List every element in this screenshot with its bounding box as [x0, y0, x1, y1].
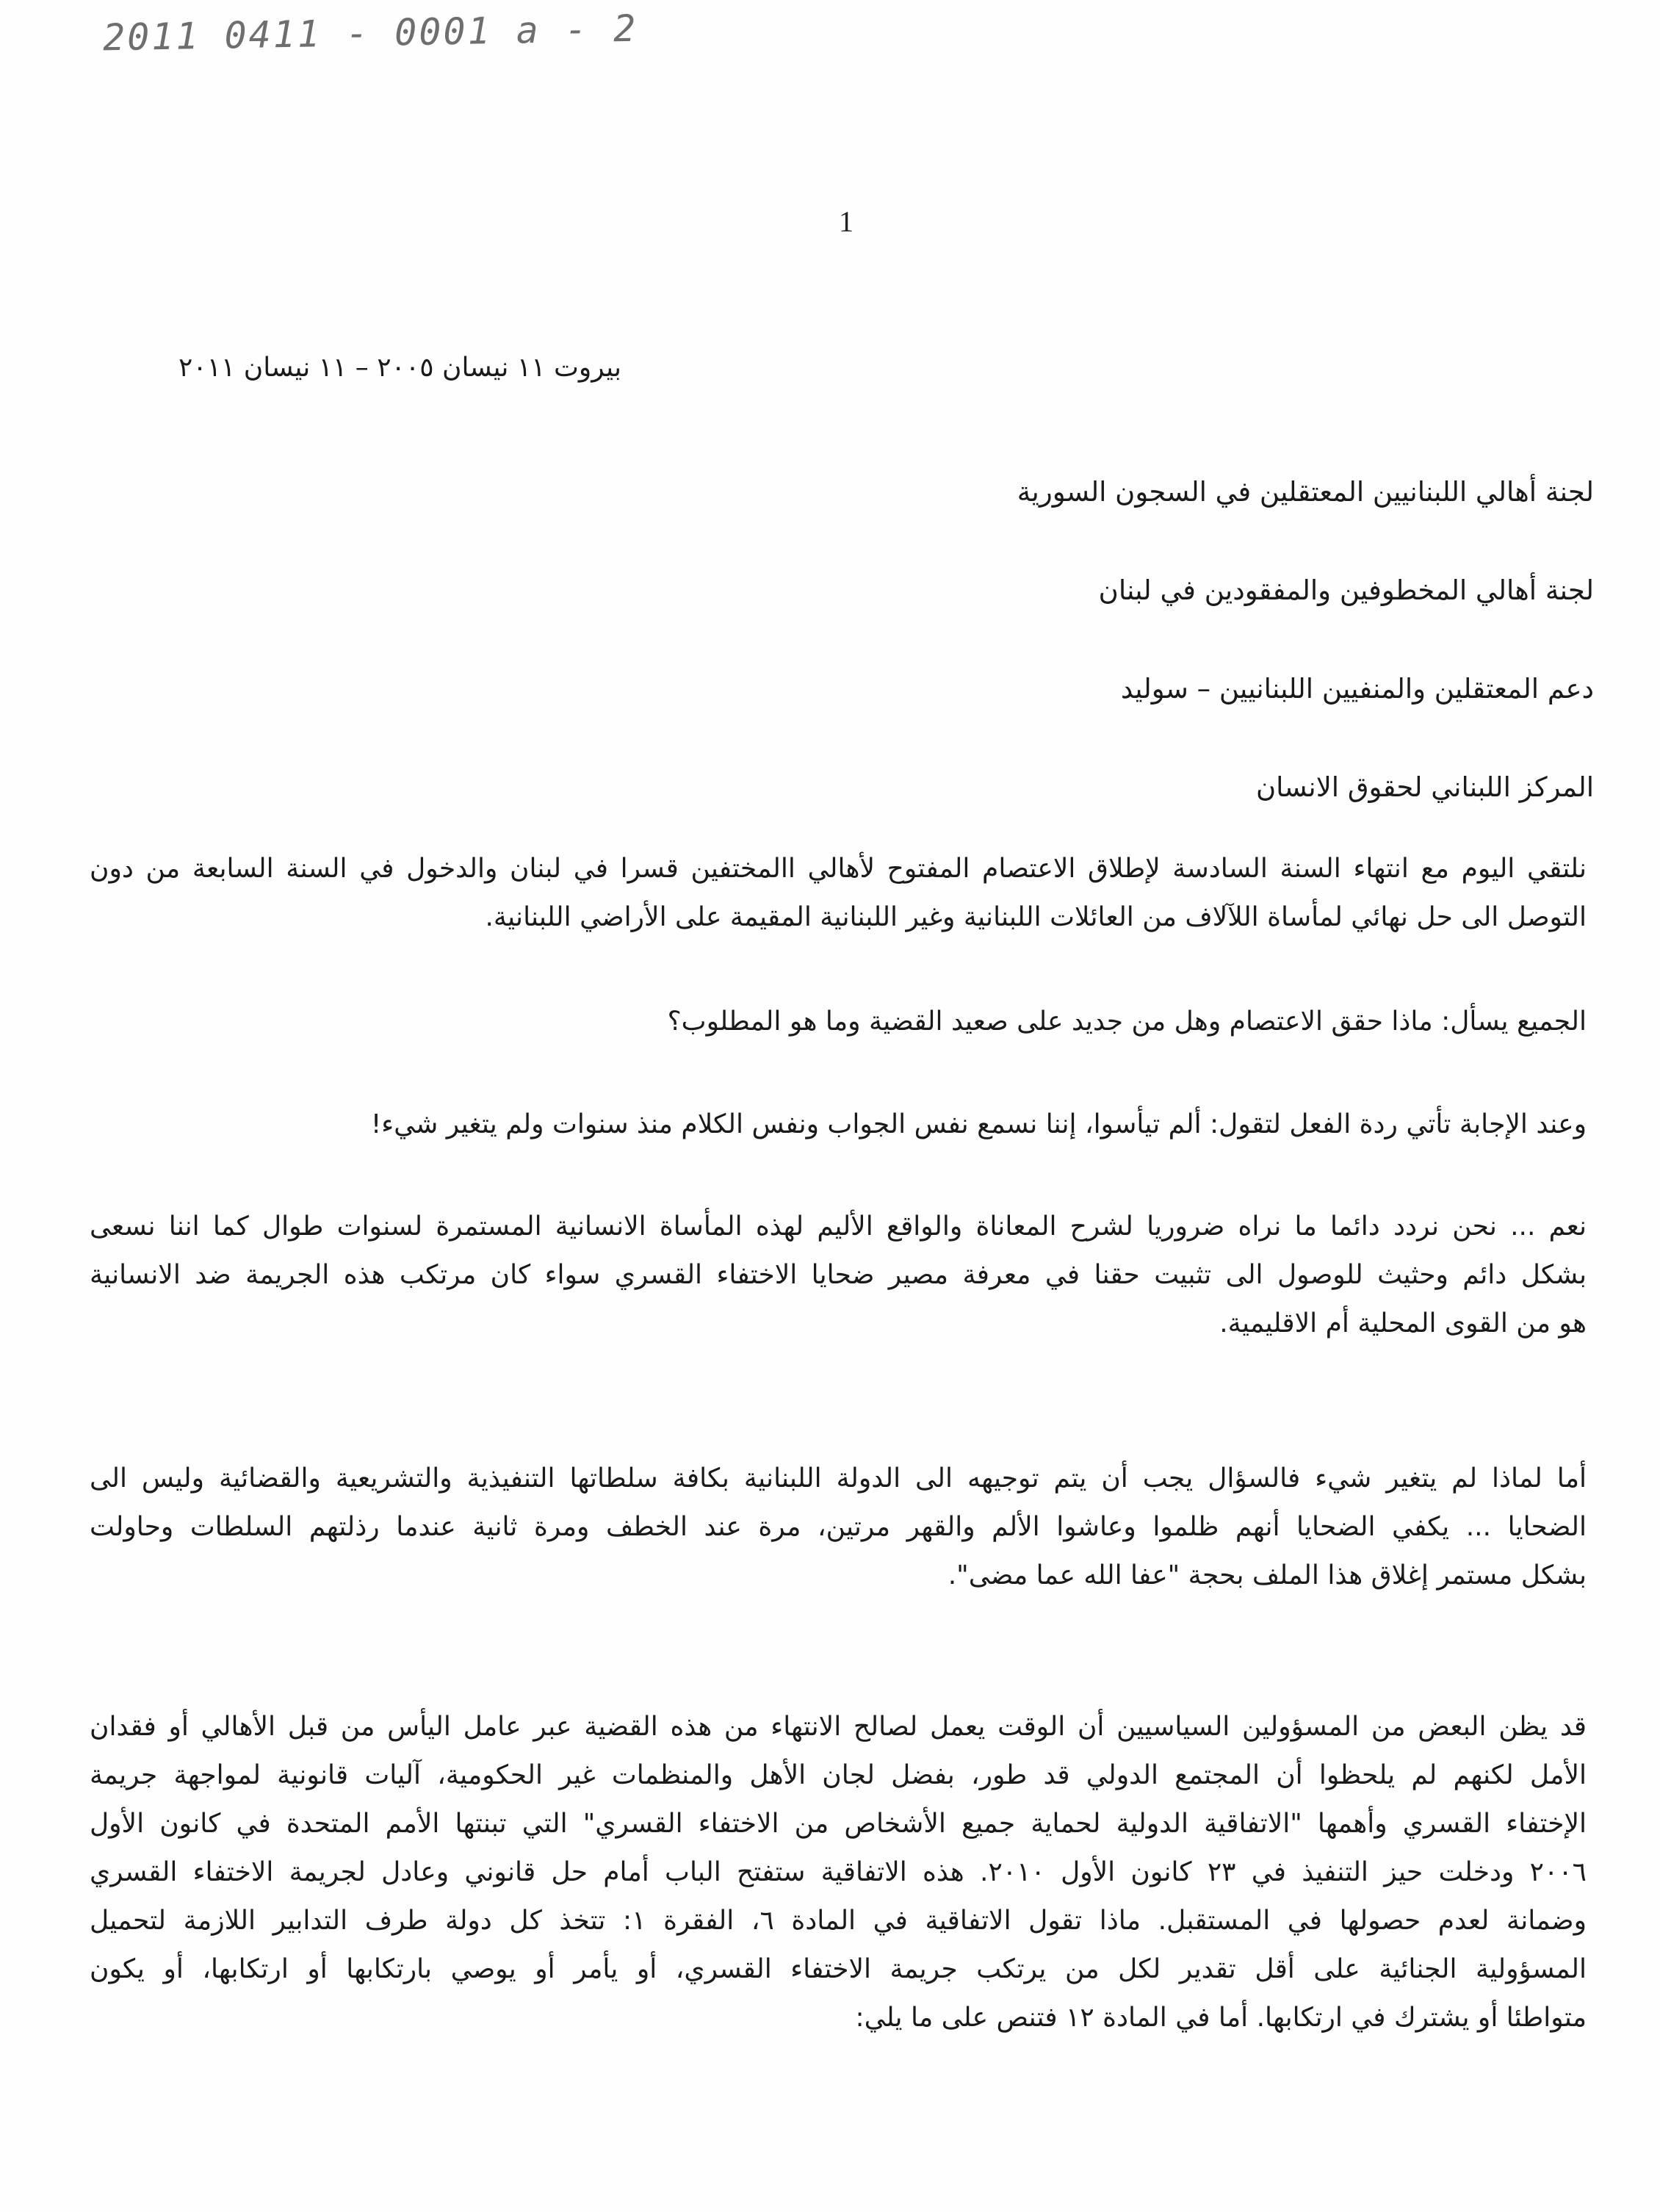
- paragraph-line: نعم ... نحن نردد دائما ما نراه ضروريا لشرح المعاناة والواقع الأليم لهذه المأساة الانسانية المستمرة لسنوات طوال كما اننا نسعى: [90, 1211, 1587, 1242]
- date-line: بيروت ١١ نيسان ٢٠٠٥ – ١١ نيسان ٢٠١١: [178, 353, 621, 383]
- paragraph-line: هو من القوى المحلية أم الاقليمية.: [1219, 1308, 1587, 1339]
- paragraph-line: ٢٠٠٦ ودخلت حيز التنفيذ في ٢٣ كانون الأول ٢٠١٠. هذه الاتفاقية ستفتح الباب أمام حل قانوني وعادل لجريمة الاختفاء القسري: [90, 1857, 1587, 1887]
- paragraph-line: الإختفاء القسري وأهمها "الاتفاقية الدولية لحماية جميع الأشخاص من الاختفاء القسري" التي تبنتها الأمم المتحدة في كانون الأول: [90, 1809, 1587, 1839]
- paragraph-line: قد يظن البعض من المسؤولين السياسيين أن الوقت يعمل لصالح الانتهاء من هذه القضية عبر عامل اليأس من قبل الأهالي أو فقدان: [90, 1712, 1587, 1742]
- paragraph-line: التوصل الى حل نهائي لمأساة اللآلاف من العائلات اللبنانية وغير اللبنانية المقيمة على الأراضي اللبنانية.: [485, 902, 1587, 932]
- paragraph-line: متواطئا أو يشترك في ارتكابها. أما في المادة ١٢ فتنص على ما يلي:: [855, 2003, 1587, 2033]
- page-number: 1: [839, 205, 854, 238]
- body-paragraph: [90, 1455, 1587, 1600]
- paragraph-line: بشكل دائم وحثيث للوصول الى تثبيت حقنا في معرفة مصير ضحايا الاختفاء القسري سواء كان مرتكب هذه الجريمة ضد الانسانية: [90, 1260, 1587, 1290]
- organization-line: دعم المعتقلين والمنفيين اللبنانيين – سوليد: [1120, 673, 1594, 705]
- body-paragraph: [90, 998, 1587, 1046]
- paragraph-line: الأمل لكنهم لم يلحظوا أن المجتمع الدولي قد طور، بفضل لجان الأهل والمنظمات غير الحكومية، آليات قانونية لمواجهة جريمة: [90, 1760, 1587, 1790]
- paragraph-line: الضحايا ... يكفي الضحايا أنهم ظلموا وعاشوا الألم والقهر مرتين، مرة عند الخطف ومرة ثانية عندما رذلتهم السلطات وحاولت: [90, 1512, 1587, 1542]
- paragraph-line: وعند الإجابة تأتي ردة الفعل لتقول: ألم تيأسوا، إننا نسمع نفس الجواب ونفس الكلام منذ سنوات ولم يتغير شيء!: [370, 1109, 1587, 1139]
- paragraph-line: الجميع يسأل: ماذا حقق الاعتصام وهل من جديد على صعيد القضية وما هو المطلوب؟: [667, 1006, 1587, 1037]
- organization-line: لجنة أهالي المخطوفين والمفقودين في لبنان: [1098, 574, 1594, 606]
- paragraph-line: أما لماذا لم يتغير شيء فالسؤال يجب أن يتم توجيهه الى الدولة اللبنانية بكافة سلطاتها التنفيذية والتشريعية والقضائية وليس الى: [90, 1463, 1587, 1494]
- body-paragraph: [90, 1703, 1587, 2042]
- handwritten-reference-number: 2011 0411 - 0001 a - 2: [102, 7, 638, 60]
- paragraph-line: المسؤولية الجنائية على أقل تقدير لكل من يرتكب جريمة الاختفاء القسري، أو يأمر أو يوصي بارتكابها أو ارتكابها، أو يكون: [90, 1954, 1587, 1984]
- body-paragraph: [90, 1100, 1587, 1149]
- body-paragraph: [90, 1203, 1587, 1348]
- organization-line: المركز اللبناني لحقوق الانسان: [1255, 771, 1594, 803]
- organization-line: لجنة أهالي اللبنانيين المعتقلين في السجون السورية: [1017, 476, 1594, 508]
- body-paragraph: [90, 845, 1587, 942]
- paragraph-line: بشكل مستمر إغلاق هذا الملف بحجة "عفا الله عما مضى".: [948, 1560, 1587, 1590]
- paragraph-line: نلتقي اليوم مع انتهاء السنة السادسة لإطلاق الاعتصام المفتوح لأهالي االمختفين قسرا في لبنان والدخول في السنة السابعة من دون: [90, 854, 1587, 884]
- paragraph-line: وضمانة لعدم حصولها في المستقبل. ماذا تقول الاتفاقية في المادة ٦، الفقرة ١: تتخذ كل دولة طرف التدابير اللازمة لتحميل: [90, 1906, 1587, 1936]
